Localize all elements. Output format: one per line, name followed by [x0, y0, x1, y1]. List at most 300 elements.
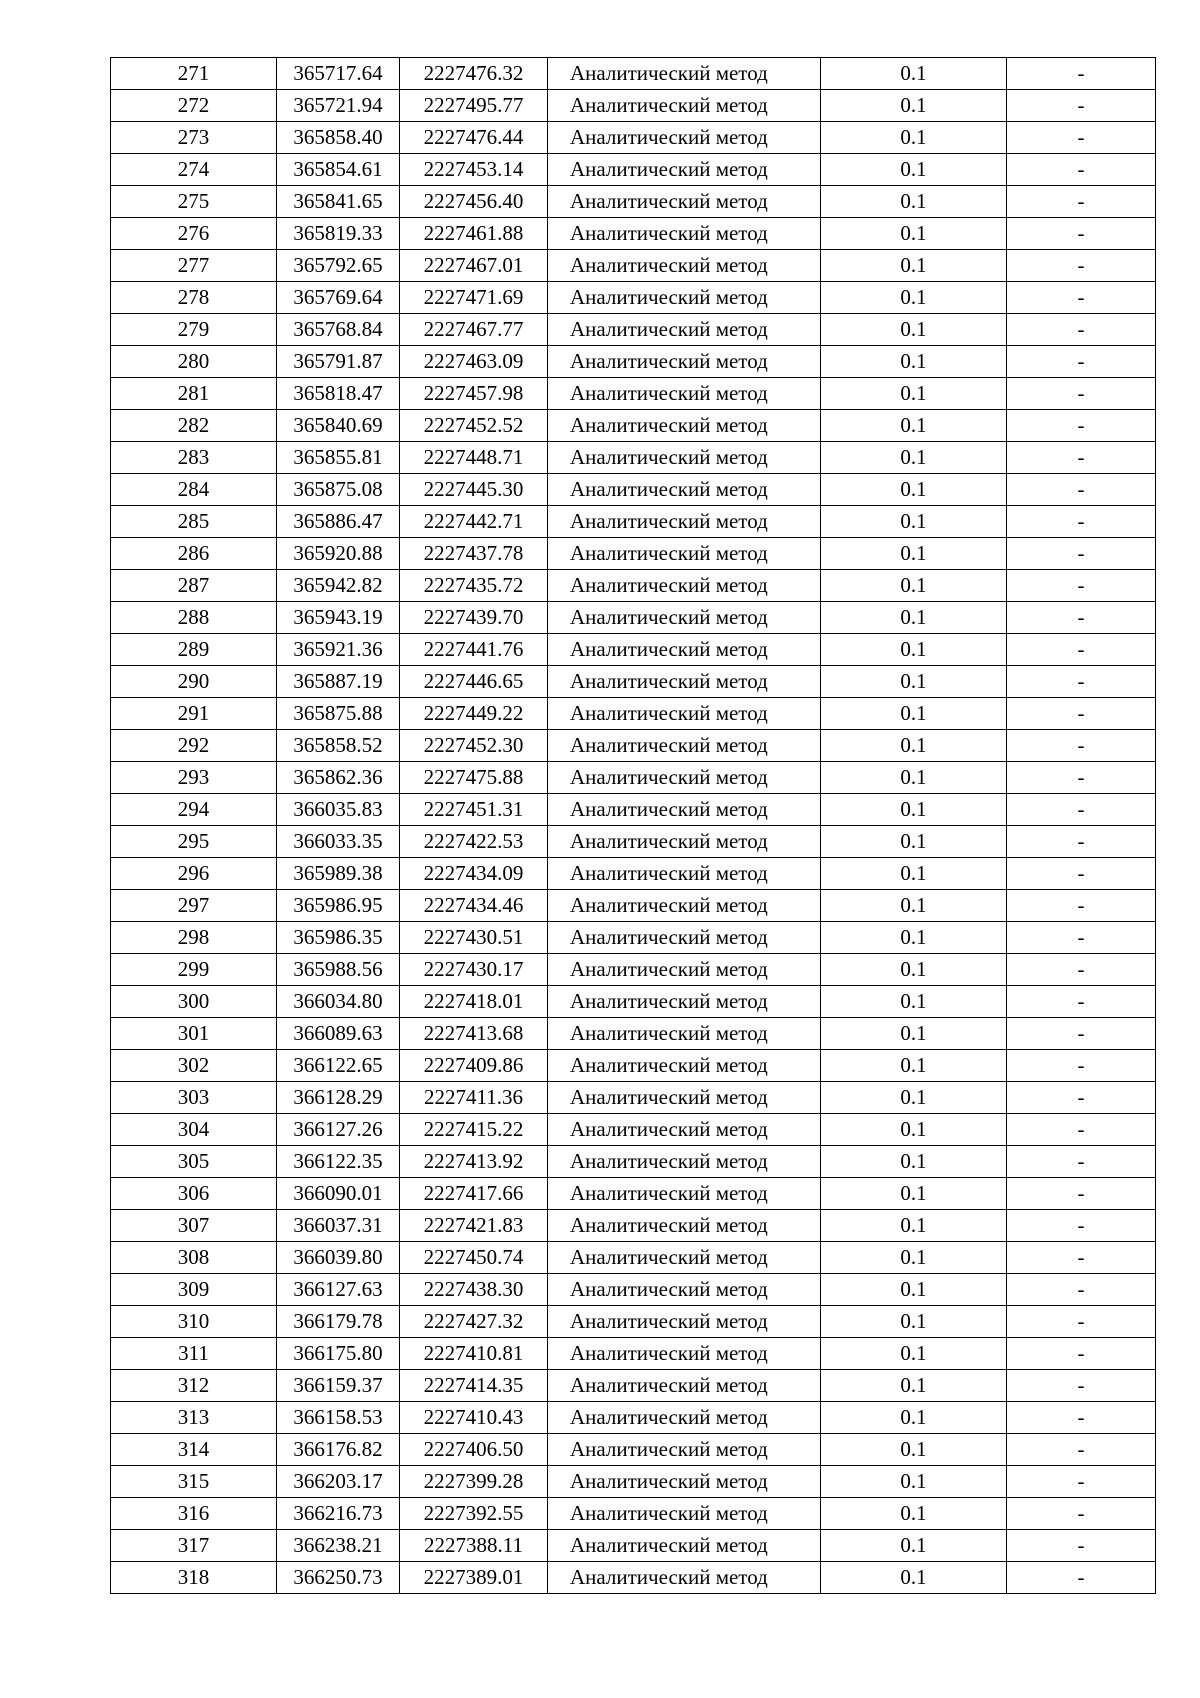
- point-number-cell: 277: [111, 250, 277, 282]
- point-number-cell: 294: [111, 794, 277, 826]
- accuracy-cell: 0.1: [821, 506, 1007, 538]
- note-cell: -: [1007, 954, 1156, 986]
- accuracy-cell: 0.1: [821, 1018, 1007, 1050]
- x-coordinate-cell: 366039.80: [277, 1242, 400, 1274]
- accuracy-cell: 0.1: [821, 1402, 1007, 1434]
- table-row: [111, 1530, 1156, 1562]
- table-row: [111, 474, 1156, 506]
- x-coordinate-cell: 365819.33: [277, 218, 400, 250]
- y-coordinate-cell: 2227411.36: [400, 1082, 548, 1114]
- accuracy-cell: 0.1: [821, 634, 1007, 666]
- accuracy-cell: 0.1: [821, 218, 1007, 250]
- accuracy-cell: 0.1: [821, 730, 1007, 762]
- point-number-cell: 310: [111, 1306, 277, 1338]
- method-cell: Аналитический метод: [548, 922, 821, 954]
- accuracy-cell: 0.1: [821, 858, 1007, 890]
- y-coordinate-cell: 2227430.17: [400, 954, 548, 986]
- accuracy-cell: 0.1: [821, 90, 1007, 122]
- y-coordinate-cell: 2227413.68: [400, 1018, 548, 1050]
- table-row: [111, 58, 1156, 90]
- note-cell: -: [1007, 794, 1156, 826]
- point-number-cell: 284: [111, 474, 277, 506]
- note-cell: -: [1007, 442, 1156, 474]
- y-coordinate-cell: 2227450.74: [400, 1242, 548, 1274]
- point-number-cell: 309: [111, 1274, 277, 1306]
- method-cell: Аналитический метод: [548, 1338, 821, 1370]
- point-number-cell: 292: [111, 730, 277, 762]
- note-cell: -: [1007, 1338, 1156, 1370]
- accuracy-cell: 0.1: [821, 250, 1007, 282]
- y-coordinate-cell: 2227452.30: [400, 730, 548, 762]
- point-number-cell: 282: [111, 410, 277, 442]
- point-number-cell: 318: [111, 1562, 277, 1594]
- y-coordinate-cell: 2227418.01: [400, 986, 548, 1018]
- x-coordinate-cell: 366035.83: [277, 794, 400, 826]
- point-number-cell: 291: [111, 698, 277, 730]
- method-cell: Аналитический метод: [548, 154, 821, 186]
- table-row: [111, 570, 1156, 602]
- note-cell: -: [1007, 570, 1156, 602]
- method-cell: Аналитический метод: [548, 218, 821, 250]
- y-coordinate-cell: 2227409.86: [400, 1050, 548, 1082]
- point-number-cell: 280: [111, 346, 277, 378]
- note-cell: -: [1007, 1178, 1156, 1210]
- accuracy-cell: 0.1: [821, 346, 1007, 378]
- x-coordinate-cell: 365791.87: [277, 346, 400, 378]
- method-cell: Аналитический метод: [548, 282, 821, 314]
- y-coordinate-cell: 2227435.72: [400, 570, 548, 602]
- accuracy-cell: 0.1: [821, 794, 1007, 826]
- method-cell: Аналитический метод: [548, 1114, 821, 1146]
- accuracy-cell: 0.1: [821, 890, 1007, 922]
- method-cell: Аналитический метод: [548, 858, 821, 890]
- x-coordinate-cell: 365862.36: [277, 762, 400, 794]
- accuracy-cell: 0.1: [821, 538, 1007, 570]
- note-cell: -: [1007, 826, 1156, 858]
- table-row: [111, 1114, 1156, 1146]
- table-row: [111, 986, 1156, 1018]
- table-row: [111, 1338, 1156, 1370]
- point-number-cell: 283: [111, 442, 277, 474]
- y-coordinate-cell: 2227422.53: [400, 826, 548, 858]
- y-coordinate-cell: 2227410.43: [400, 1402, 548, 1434]
- table-row: [111, 1370, 1156, 1402]
- point-number-cell: 290: [111, 666, 277, 698]
- accuracy-cell: 0.1: [821, 826, 1007, 858]
- table-row: [111, 922, 1156, 954]
- note-cell: -: [1007, 346, 1156, 378]
- accuracy-cell: 0.1: [821, 986, 1007, 1018]
- method-cell: Аналитический метод: [548, 698, 821, 730]
- method-cell: Аналитический метод: [548, 1050, 821, 1082]
- table-row: [111, 890, 1156, 922]
- x-coordinate-cell: 365986.35: [277, 922, 400, 954]
- y-coordinate-cell: 2227406.50: [400, 1434, 548, 1466]
- accuracy-cell: 0.1: [821, 442, 1007, 474]
- x-coordinate-cell: 365717.64: [277, 58, 400, 90]
- point-number-cell: 271: [111, 58, 277, 90]
- x-coordinate-cell: 366122.35: [277, 1146, 400, 1178]
- y-coordinate-cell: 2227438.30: [400, 1274, 548, 1306]
- note-cell: -: [1007, 218, 1156, 250]
- x-coordinate-cell: 365721.94: [277, 90, 400, 122]
- point-number-cell: 279: [111, 314, 277, 346]
- method-cell: Аналитический метод: [548, 1178, 821, 1210]
- point-number-cell: 273: [111, 122, 277, 154]
- method-cell: Аналитический метод: [548, 1370, 821, 1402]
- note-cell: -: [1007, 154, 1156, 186]
- point-number-cell: 293: [111, 762, 277, 794]
- table-row: [111, 1498, 1156, 1530]
- y-coordinate-cell: 2227445.30: [400, 474, 548, 506]
- table-row: [111, 1178, 1156, 1210]
- note-cell: -: [1007, 1210, 1156, 1242]
- y-coordinate-cell: 2227471.69: [400, 282, 548, 314]
- note-cell: -: [1007, 1018, 1156, 1050]
- note-cell: -: [1007, 314, 1156, 346]
- point-number-cell: 272: [111, 90, 277, 122]
- table-body: [111, 58, 1156, 1594]
- method-cell: Аналитический метод: [548, 794, 821, 826]
- point-number-cell: 313: [111, 1402, 277, 1434]
- y-coordinate-cell: 2227414.35: [400, 1370, 548, 1402]
- y-coordinate-cell: 2227415.22: [400, 1114, 548, 1146]
- point-number-cell: 304: [111, 1114, 277, 1146]
- accuracy-cell: 0.1: [821, 570, 1007, 602]
- y-coordinate-cell: 2227452.52: [400, 410, 548, 442]
- y-coordinate-cell: 2227430.51: [400, 922, 548, 954]
- method-cell: Аналитический метод: [548, 58, 821, 90]
- point-number-cell: 299: [111, 954, 277, 986]
- x-coordinate-cell: 365841.65: [277, 186, 400, 218]
- accuracy-cell: 0.1: [821, 1050, 1007, 1082]
- note-cell: -: [1007, 922, 1156, 954]
- method-cell: Аналитический метод: [548, 1562, 821, 1594]
- x-coordinate-cell: 365855.81: [277, 442, 400, 474]
- x-coordinate-cell: 365989.38: [277, 858, 400, 890]
- accuracy-cell: 0.1: [821, 1338, 1007, 1370]
- x-coordinate-cell: 366090.01: [277, 1178, 400, 1210]
- accuracy-cell: 0.1: [821, 602, 1007, 634]
- point-number-cell: 317: [111, 1530, 277, 1562]
- note-cell: -: [1007, 986, 1156, 1018]
- point-number-cell: 295: [111, 826, 277, 858]
- table-row: [111, 282, 1156, 314]
- y-coordinate-cell: 2227388.11: [400, 1530, 548, 1562]
- table-row: [111, 1050, 1156, 1082]
- point-number-cell: 308: [111, 1242, 277, 1274]
- table-row: [111, 698, 1156, 730]
- method-cell: Аналитический метод: [548, 250, 821, 282]
- point-number-cell: 298: [111, 922, 277, 954]
- point-number-cell: 300: [111, 986, 277, 1018]
- point-number-cell: 286: [111, 538, 277, 570]
- y-coordinate-cell: 2227410.81: [400, 1338, 548, 1370]
- method-cell: Аналитический метод: [548, 410, 821, 442]
- table-row: [111, 1434, 1156, 1466]
- y-coordinate-cell: 2227427.32: [400, 1306, 548, 1338]
- method-cell: Аналитический метод: [548, 1146, 821, 1178]
- point-number-cell: 296: [111, 858, 277, 890]
- table-row: [111, 90, 1156, 122]
- accuracy-cell: 0.1: [821, 1242, 1007, 1274]
- x-coordinate-cell: 365818.47: [277, 378, 400, 410]
- note-cell: -: [1007, 666, 1156, 698]
- table-row: [111, 634, 1156, 666]
- note-cell: -: [1007, 378, 1156, 410]
- accuracy-cell: 0.1: [821, 1562, 1007, 1594]
- method-cell: Аналитический метод: [548, 1018, 821, 1050]
- x-coordinate-cell: 365768.84: [277, 314, 400, 346]
- method-cell: Аналитический метод: [548, 634, 821, 666]
- accuracy-cell: 0.1: [821, 1530, 1007, 1562]
- table-row: [111, 794, 1156, 826]
- x-coordinate-cell: 365942.82: [277, 570, 400, 602]
- method-cell: Аналитический метод: [548, 986, 821, 1018]
- method-cell: Аналитический метод: [548, 954, 821, 986]
- table-row: [111, 1242, 1156, 1274]
- y-coordinate-cell: 2227456.40: [400, 186, 548, 218]
- y-coordinate-cell: 2227437.78: [400, 538, 548, 570]
- x-coordinate-cell: 365875.88: [277, 698, 400, 730]
- table-row: [111, 1402, 1156, 1434]
- point-number-cell: 316: [111, 1498, 277, 1530]
- accuracy-cell: 0.1: [821, 1082, 1007, 1114]
- table-row: [111, 122, 1156, 154]
- y-coordinate-cell: 2227461.88: [400, 218, 548, 250]
- x-coordinate-cell: 365988.56: [277, 954, 400, 986]
- point-number-cell: 305: [111, 1146, 277, 1178]
- x-coordinate-cell: 365792.65: [277, 250, 400, 282]
- point-number-cell: 276: [111, 218, 277, 250]
- coordinates-table: [110, 57, 1156, 1594]
- x-coordinate-cell: 366034.80: [277, 986, 400, 1018]
- table-row: [111, 442, 1156, 474]
- point-number-cell: 303: [111, 1082, 277, 1114]
- note-cell: -: [1007, 858, 1156, 890]
- note-cell: -: [1007, 410, 1156, 442]
- method-cell: Аналитический метод: [548, 602, 821, 634]
- x-coordinate-cell: 366203.17: [277, 1466, 400, 1498]
- y-coordinate-cell: 2227413.92: [400, 1146, 548, 1178]
- accuracy-cell: 0.1: [821, 666, 1007, 698]
- y-coordinate-cell: 2227467.77: [400, 314, 548, 346]
- x-coordinate-cell: 366089.63: [277, 1018, 400, 1050]
- point-number-cell: 287: [111, 570, 277, 602]
- method-cell: Аналитический метод: [548, 1242, 821, 1274]
- point-number-cell: 297: [111, 890, 277, 922]
- x-coordinate-cell: 366250.73: [277, 1562, 400, 1594]
- y-coordinate-cell: 2227467.01: [400, 250, 548, 282]
- x-coordinate-cell: 365858.52: [277, 730, 400, 762]
- point-number-cell: 278: [111, 282, 277, 314]
- table-row: [111, 346, 1156, 378]
- y-coordinate-cell: 2227392.55: [400, 1498, 548, 1530]
- x-coordinate-cell: 366159.37: [277, 1370, 400, 1402]
- x-coordinate-cell: 366037.31: [277, 1210, 400, 1242]
- method-cell: Аналитический метод: [548, 570, 821, 602]
- x-coordinate-cell: 366127.26: [277, 1114, 400, 1146]
- table-row: [111, 1306, 1156, 1338]
- y-coordinate-cell: 2227495.77: [400, 90, 548, 122]
- accuracy-cell: 0.1: [821, 1146, 1007, 1178]
- method-cell: Аналитический метод: [548, 1210, 821, 1242]
- accuracy-cell: 0.1: [821, 186, 1007, 218]
- table-row: [111, 218, 1156, 250]
- accuracy-cell: 0.1: [821, 954, 1007, 986]
- y-coordinate-cell: 2227446.65: [400, 666, 548, 698]
- point-number-cell: 315: [111, 1466, 277, 1498]
- point-number-cell: 281: [111, 378, 277, 410]
- table-row: [111, 826, 1156, 858]
- method-cell: Аналитический метод: [548, 1306, 821, 1338]
- accuracy-cell: 0.1: [821, 922, 1007, 954]
- x-coordinate-cell: 365921.36: [277, 634, 400, 666]
- table-row: [111, 186, 1156, 218]
- note-cell: -: [1007, 1562, 1156, 1594]
- table-row: [111, 602, 1156, 634]
- point-number-cell: 274: [111, 154, 277, 186]
- method-cell: Аналитический метод: [548, 346, 821, 378]
- method-cell: Аналитический метод: [548, 186, 821, 218]
- point-number-cell: 311: [111, 1338, 277, 1370]
- method-cell: Аналитический метод: [548, 90, 821, 122]
- method-cell: Аналитический метод: [548, 1082, 821, 1114]
- x-coordinate-cell: 366179.78: [277, 1306, 400, 1338]
- y-coordinate-cell: 2227434.46: [400, 890, 548, 922]
- method-cell: Аналитический метод: [548, 826, 821, 858]
- accuracy-cell: 0.1: [821, 1306, 1007, 1338]
- note-cell: -: [1007, 58, 1156, 90]
- point-number-cell: 288: [111, 602, 277, 634]
- accuracy-cell: 0.1: [821, 122, 1007, 154]
- method-cell: Аналитический метод: [548, 1402, 821, 1434]
- accuracy-cell: 0.1: [821, 1370, 1007, 1402]
- note-cell: -: [1007, 634, 1156, 666]
- y-coordinate-cell: 2227442.71: [400, 506, 548, 538]
- table-row: [111, 1018, 1156, 1050]
- note-cell: -: [1007, 90, 1156, 122]
- method-cell: Аналитический метод: [548, 314, 821, 346]
- note-cell: -: [1007, 1306, 1156, 1338]
- point-number-cell: 285: [111, 506, 277, 538]
- y-coordinate-cell: 2227476.32: [400, 58, 548, 90]
- accuracy-cell: 0.1: [821, 1498, 1007, 1530]
- x-coordinate-cell: 365886.47: [277, 506, 400, 538]
- point-number-cell: 301: [111, 1018, 277, 1050]
- x-coordinate-cell: 365840.69: [277, 410, 400, 442]
- table-row: [111, 410, 1156, 442]
- accuracy-cell: 0.1: [821, 1114, 1007, 1146]
- x-coordinate-cell: 365854.61: [277, 154, 400, 186]
- x-coordinate-cell: 366216.73: [277, 1498, 400, 1530]
- table-row: [111, 1210, 1156, 1242]
- accuracy-cell: 0.1: [821, 282, 1007, 314]
- table-row: [111, 1082, 1156, 1114]
- method-cell: Аналитический метод: [548, 1434, 821, 1466]
- note-cell: -: [1007, 1434, 1156, 1466]
- accuracy-cell: 0.1: [821, 1210, 1007, 1242]
- note-cell: -: [1007, 474, 1156, 506]
- accuracy-cell: 0.1: [821, 698, 1007, 730]
- x-coordinate-cell: 366127.63: [277, 1274, 400, 1306]
- table-row: [111, 1274, 1156, 1306]
- method-cell: Аналитический метод: [548, 890, 821, 922]
- method-cell: Аналитический метод: [548, 474, 821, 506]
- y-coordinate-cell: 2227476.44: [400, 122, 548, 154]
- table-row: [111, 858, 1156, 890]
- note-cell: -: [1007, 1370, 1156, 1402]
- y-coordinate-cell: 2227448.71: [400, 442, 548, 474]
- x-coordinate-cell: 365887.19: [277, 666, 400, 698]
- x-coordinate-cell: 366158.53: [277, 1402, 400, 1434]
- accuracy-cell: 0.1: [821, 1178, 1007, 1210]
- point-number-cell: 312: [111, 1370, 277, 1402]
- x-coordinate-cell: 366175.80: [277, 1338, 400, 1370]
- table-row: [111, 378, 1156, 410]
- table-row: [111, 1466, 1156, 1498]
- note-cell: -: [1007, 1274, 1156, 1306]
- note-cell: -: [1007, 1498, 1156, 1530]
- accuracy-cell: 0.1: [821, 58, 1007, 90]
- table-row: [111, 506, 1156, 538]
- y-coordinate-cell: 2227451.31: [400, 794, 548, 826]
- x-coordinate-cell: 366033.35: [277, 826, 400, 858]
- x-coordinate-cell: 366238.21: [277, 1530, 400, 1562]
- y-coordinate-cell: 2227463.09: [400, 346, 548, 378]
- table-row: [111, 154, 1156, 186]
- y-coordinate-cell: 2227449.22: [400, 698, 548, 730]
- table-row: [111, 314, 1156, 346]
- accuracy-cell: 0.1: [821, 314, 1007, 346]
- note-cell: -: [1007, 1530, 1156, 1562]
- table-row: [111, 954, 1156, 986]
- note-cell: -: [1007, 602, 1156, 634]
- point-number-cell: 302: [111, 1050, 277, 1082]
- note-cell: -: [1007, 1146, 1156, 1178]
- y-coordinate-cell: 2227389.01: [400, 1562, 548, 1594]
- note-cell: -: [1007, 538, 1156, 570]
- method-cell: Аналитический метод: [548, 666, 821, 698]
- table-row: [111, 538, 1156, 570]
- accuracy-cell: 0.1: [821, 1466, 1007, 1498]
- y-coordinate-cell: 2227475.88: [400, 762, 548, 794]
- accuracy-cell: 0.1: [821, 378, 1007, 410]
- method-cell: Аналитический метод: [548, 122, 821, 154]
- note-cell: -: [1007, 1402, 1156, 1434]
- method-cell: Аналитический метод: [548, 1466, 821, 1498]
- table-row: [111, 250, 1156, 282]
- accuracy-cell: 0.1: [821, 762, 1007, 794]
- point-number-cell: 306: [111, 1178, 277, 1210]
- note-cell: -: [1007, 186, 1156, 218]
- x-coordinate-cell: 365986.95: [277, 890, 400, 922]
- note-cell: -: [1007, 506, 1156, 538]
- note-cell: -: [1007, 282, 1156, 314]
- accuracy-cell: 0.1: [821, 410, 1007, 442]
- note-cell: -: [1007, 1114, 1156, 1146]
- method-cell: Аналитический метод: [548, 1498, 821, 1530]
- note-cell: -: [1007, 1242, 1156, 1274]
- x-coordinate-cell: 365858.40: [277, 122, 400, 154]
- x-coordinate-cell: 365875.08: [277, 474, 400, 506]
- y-coordinate-cell: 2227457.98: [400, 378, 548, 410]
- note-cell: -: [1007, 1082, 1156, 1114]
- y-coordinate-cell: 2227434.09: [400, 858, 548, 890]
- note-cell: -: [1007, 890, 1156, 922]
- x-coordinate-cell: 365920.88: [277, 538, 400, 570]
- y-coordinate-cell: 2227399.28: [400, 1466, 548, 1498]
